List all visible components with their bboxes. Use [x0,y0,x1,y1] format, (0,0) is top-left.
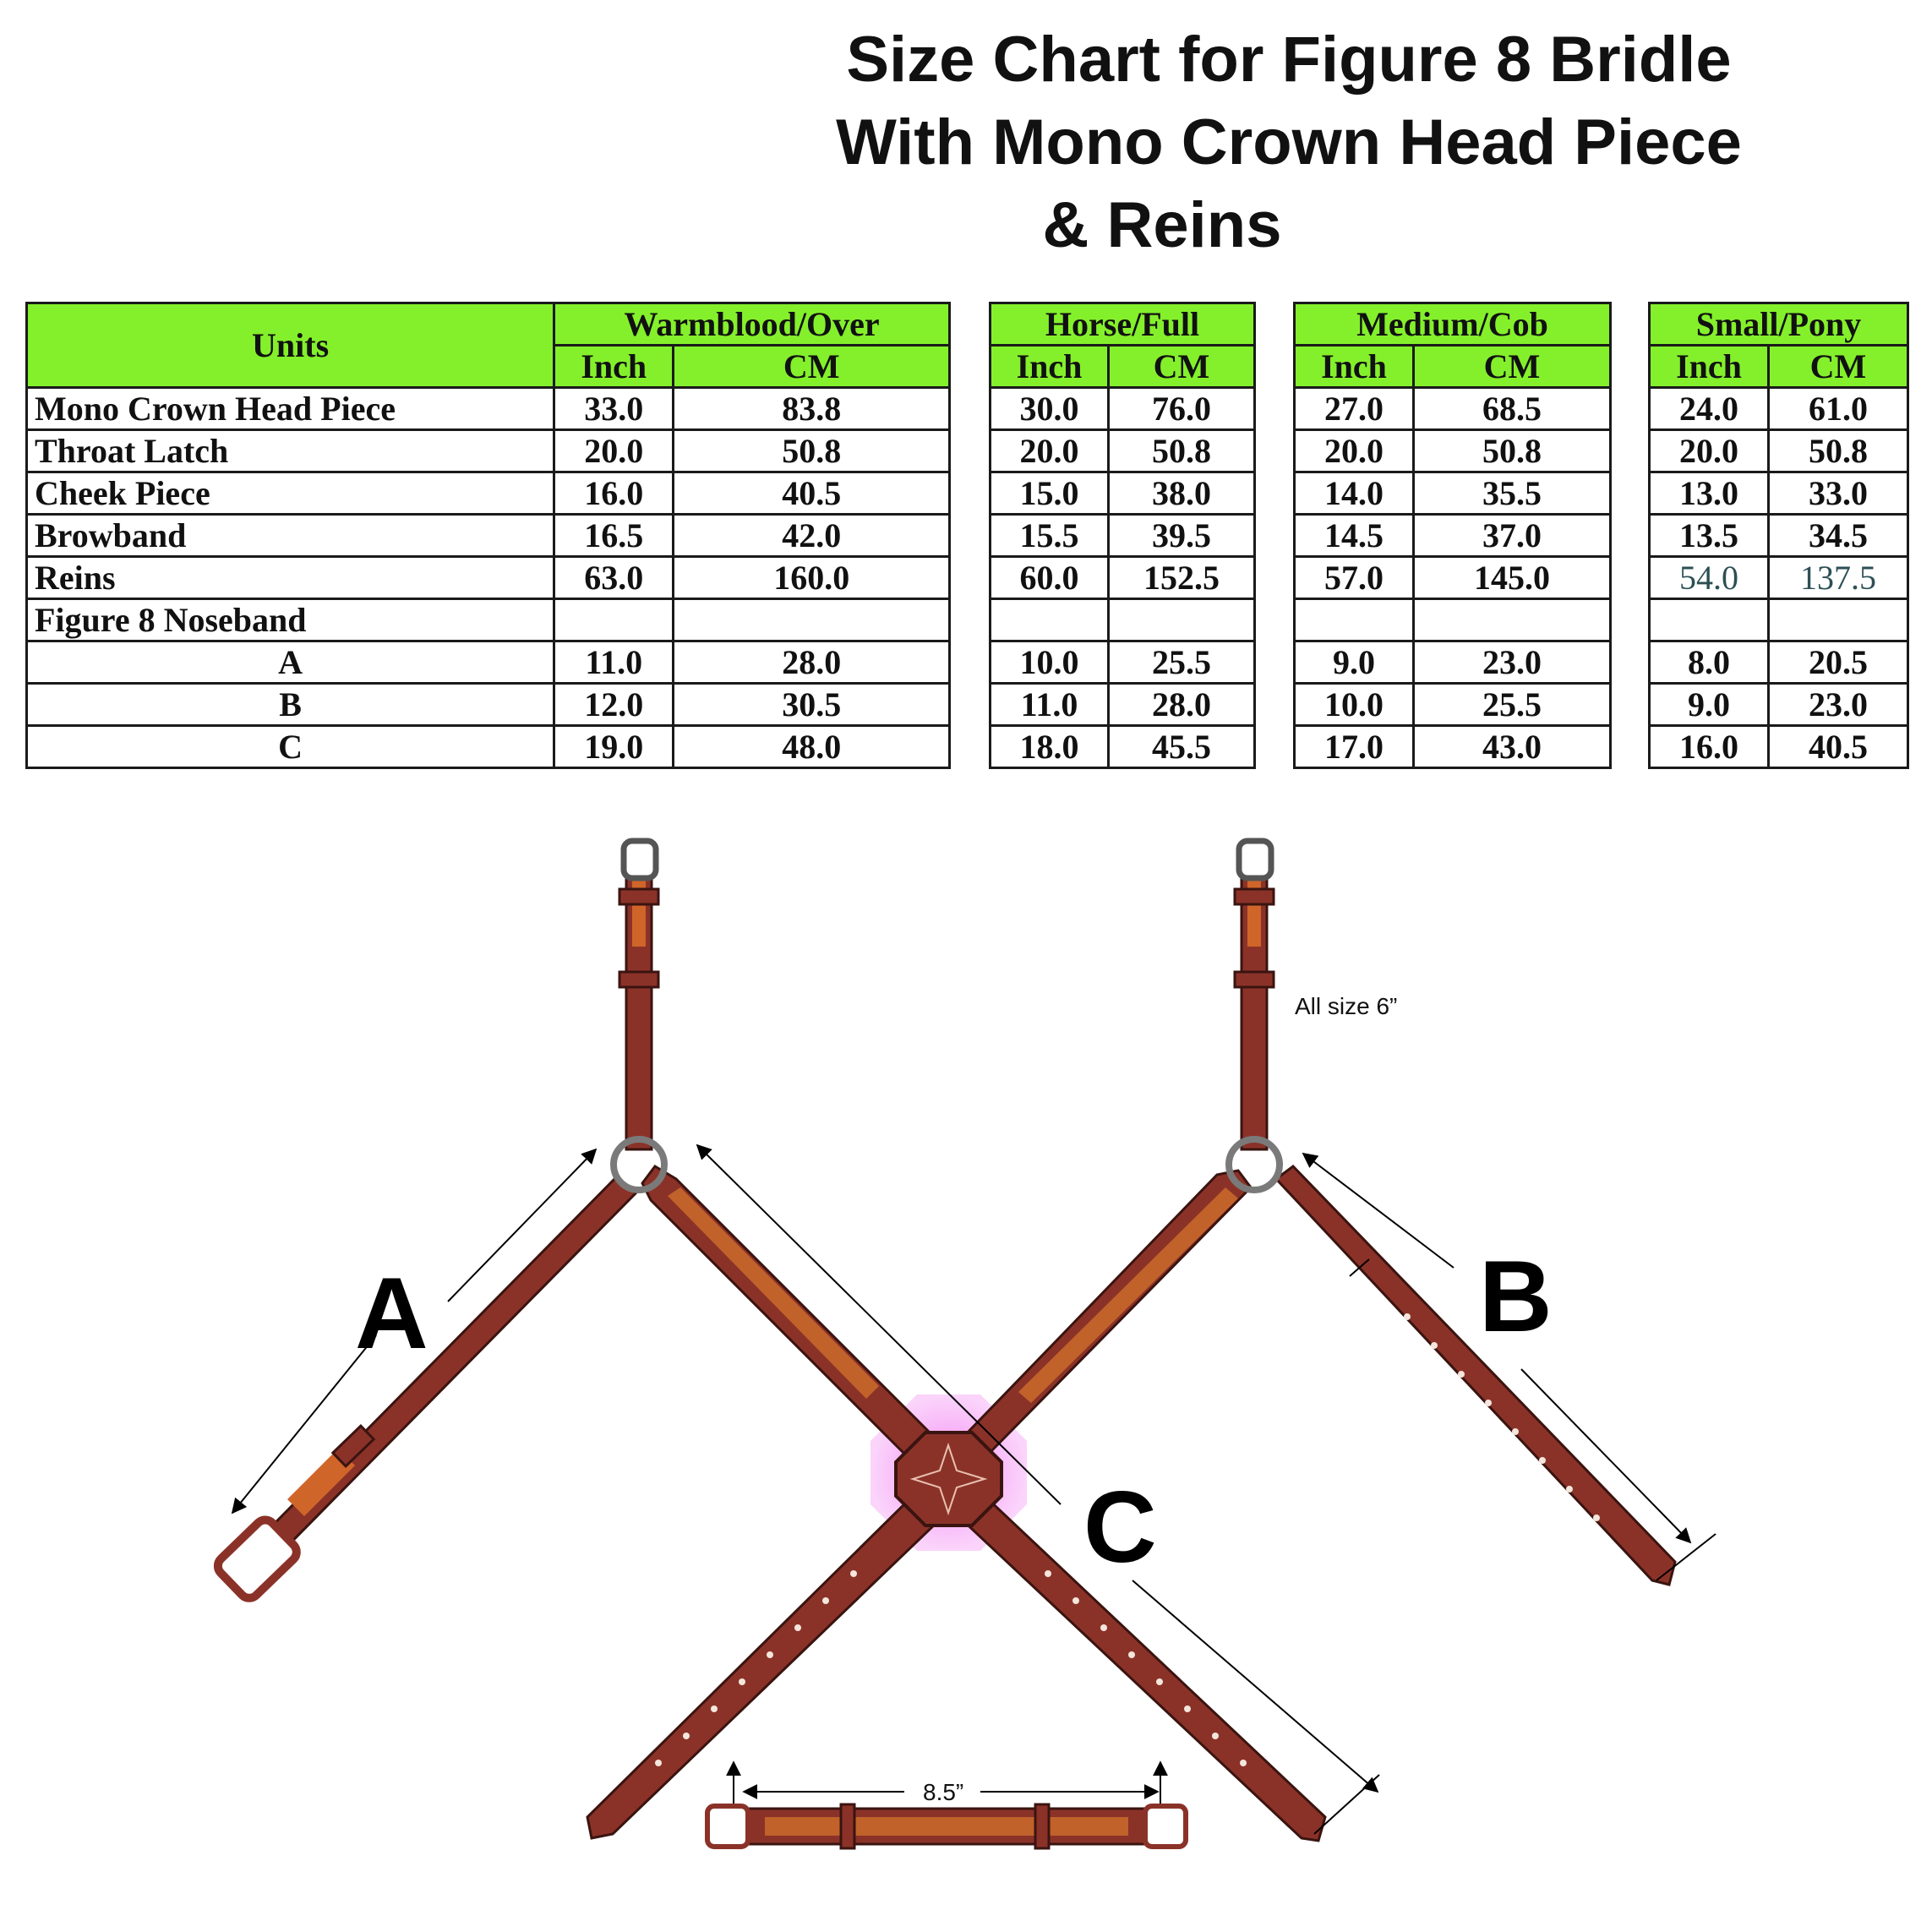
cell: 68.5 [1414,388,1611,430]
strap-right-padded [963,1171,1251,1454]
cell: 18.0 [991,726,1109,768]
bottom-strap [707,1804,1186,1848]
cell: 20.0 [554,430,674,472]
strap-b [1276,1166,1675,1585]
title-line-2: With Mono Crown Head Piece [836,106,1742,178]
sub-header-inch: Inch [1650,346,1769,388]
cell: 40.5 [674,472,950,515]
cell: 20.5 [1769,641,1908,684]
cell: 23.0 [1769,684,1908,726]
cell: 11.0 [991,684,1109,726]
label-c: C [1083,1471,1157,1584]
row-label: B [27,684,554,726]
group-header-cob: Medium/Cob [1295,303,1611,346]
row-label: Mono Crown Head Piece [27,388,554,430]
cell: 25.5 [1414,684,1611,726]
cell: 15.0 [991,472,1109,515]
sub-header-inch: Inch [554,346,674,388]
cell: 50.8 [674,430,950,472]
cell: 20.0 [1295,430,1414,472]
cell: 43.0 [1414,726,1611,768]
cell: 50.8 [1769,430,1908,472]
cell: 15.5 [991,515,1109,557]
cell: 12.0 [554,684,674,726]
cell: 76.0 [1109,388,1255,430]
cell: 9.0 [1295,641,1414,684]
cell: 20.0 [1650,430,1769,472]
row-label: Browband [27,515,554,557]
cell: 145.0 [1414,557,1611,599]
row-label: Throat Latch [27,430,554,472]
cell: 50.8 [1414,430,1611,472]
cell: 17.0 [1295,726,1414,768]
right-upper-strap [1235,841,1274,1149]
cell: 61.0 [1769,388,1908,430]
center-medallion [896,1433,1001,1525]
cell: 28.0 [674,641,950,684]
cell: 16.5 [554,515,674,557]
group-header-warmblood: Warmblood/Over [554,303,950,346]
group-header-horse: Horse/Full [991,303,1255,346]
strap-measure: 8.5” [923,1779,964,1805]
cell: 13.0 [1650,472,1769,515]
group-header-pony: Small/Pony [1650,303,1908,346]
cell: 28.0 [1109,684,1255,726]
strap-a [214,1176,636,1602]
cell: 160.0 [674,557,950,599]
cell: 57.0 [1295,557,1414,599]
sub-header-cm: CM [674,346,950,388]
cell: 24.0 [1650,388,1769,430]
label-b: B [1479,1240,1553,1353]
cell: 48.0 [674,726,950,768]
cell: 35.5 [1414,472,1611,515]
sub-header-inch: Inch [1295,346,1414,388]
units-header: Units [27,303,554,388]
cell: 54.0 [1650,557,1769,599]
sub-header-inch: Inch [991,346,1109,388]
sub-header-cm: CM [1414,346,1611,388]
cell: 137.5 [1769,557,1908,599]
cell: 38.0 [1109,472,1255,515]
cell: 152.5 [1109,557,1255,599]
cell: 11.0 [554,641,674,684]
cell: 14.5 [1295,515,1414,557]
row-label: Reins [27,557,554,599]
cell: 63.0 [554,557,674,599]
title-line-3: & Reins [1042,189,1282,261]
cell: 25.5 [1109,641,1255,684]
cell: 60.0 [991,557,1109,599]
strap-left-padded [642,1166,938,1462]
cell: 42.0 [674,515,950,557]
label-a: A [355,1257,428,1370]
cell: 30.5 [674,684,950,726]
title-line-1: Size Chart for Figure 8 Bridle [846,24,1732,96]
cell: 33.0 [1769,472,1908,515]
cell: 16.0 [554,472,674,515]
cell: 39.5 [1109,515,1255,557]
cell: 20.0 [991,430,1109,472]
cell: 37.0 [1414,515,1611,557]
sub-header-cm: CM [1109,346,1255,388]
cell: 13.5 [1650,515,1769,557]
cell: 83.8 [674,388,950,430]
cell: 23.0 [1414,641,1611,684]
row-label: A [27,641,554,684]
row-label: C [27,726,554,768]
cell: 27.0 [1295,388,1414,430]
cell: 30.0 [991,388,1109,430]
cell: 10.0 [991,641,1109,684]
row-label: Figure 8 Noseband [27,599,554,641]
cell: 9.0 [1650,684,1769,726]
cell: 50.8 [1109,430,1255,472]
cell: 45.5 [1109,726,1255,768]
left-upper-strap [619,841,658,1149]
sub-header-cm: CM [1769,346,1908,388]
all-size-note: All size 6” [1295,993,1398,1019]
cell: 10.0 [1295,684,1414,726]
cell: 33.0 [554,388,674,430]
cell: 8.0 [1650,641,1769,684]
cell: 40.5 [1769,726,1908,768]
row-label: Cheek Piece [27,472,554,515]
cell: 16.0 [1650,726,1769,768]
cell: 34.5 [1769,515,1908,557]
strap-lower-left [587,1496,938,1838]
cell: 19.0 [554,726,674,768]
cell: 14.0 [1295,472,1414,515]
